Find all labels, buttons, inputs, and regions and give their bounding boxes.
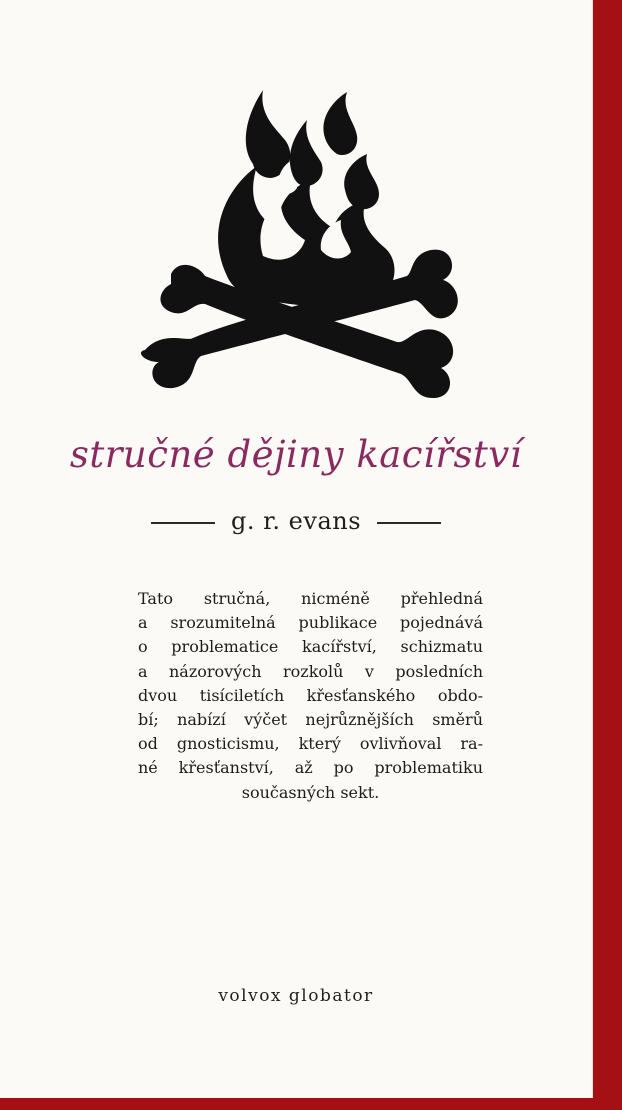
blurb-line: a názorových rozkolů v posledních	[138, 661, 483, 681]
blurb-line: bí; nabízí výčet nejrůznějších směrů	[138, 710, 483, 730]
author-line	[0, 504, 592, 538]
blurb-line: né křesťanství, až po problematiku	[138, 758, 483, 778]
blurb-line: Tato stručná, nicméně přehledná	[138, 589, 483, 608]
blurb-paragraph	[138, 587, 483, 805]
author-name: g. r. evans	[230, 507, 362, 535]
blurb-line: současných sekt.	[241, 782, 380, 802]
blurb-line: a srozumitelná publikace pojednává	[138, 613, 483, 633]
book-title: stručné dějiny kacířství	[69, 433, 523, 476]
flame-tongue-4	[344, 154, 379, 209]
rule-left	[151, 522, 215, 524]
blurb-line: o problematice kacířství, schizmatu	[138, 637, 483, 657]
flame-over-crossed-bones-icon	[135, 80, 475, 400]
flame-tongue-2	[290, 120, 323, 186]
publisher-name: volvox globator	[218, 986, 374, 1006]
blurb-line: od gnosticismu, který ovlivňoval ra-	[138, 734, 483, 754]
flame-tongue-3	[323, 92, 357, 155]
rule-right	[377, 522, 441, 524]
flame-tongue-1	[246, 90, 291, 178]
blurb-line: dvou tisíciletích křesťanského obdo-	[138, 685, 483, 705]
